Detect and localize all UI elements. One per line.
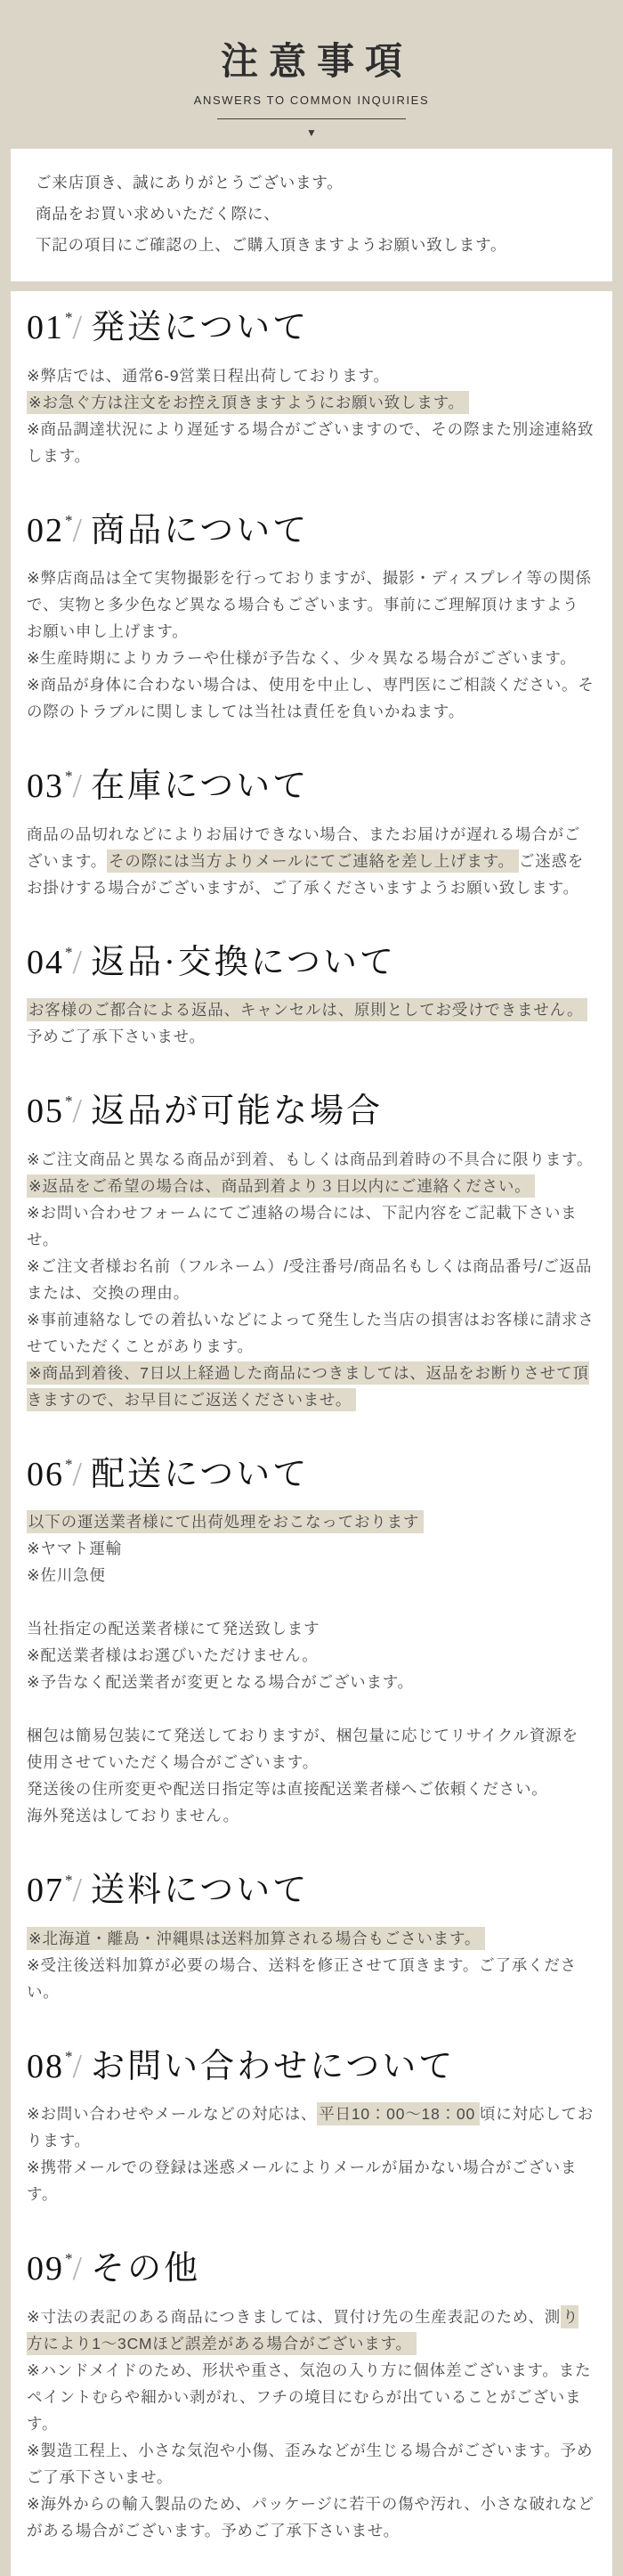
paragraph [27,2154,595,2207]
section-02 [27,510,595,726]
text-run: 商品の品切れなどによりお届けできない場合、またお届けが遅れる場合がございます。 [27,825,581,870]
paragraph [27,1253,595,1306]
text-run: ※弊店では、通常6-9営業日程出荷しております。 [27,366,390,385]
header-divider [217,118,406,119]
asterisk-mark: * [65,511,73,529]
section-08 [27,2046,595,2208]
section-title: 商品について [91,511,310,549]
paragraph [27,565,595,645]
paragraph [27,1306,595,1360]
section-03 [27,766,595,901]
section-heading [27,510,595,553]
paragraph [27,645,595,671]
slash-mark: / [72,511,83,549]
section-title: 配送について [91,1455,310,1493]
section-heading [27,2046,595,2089]
text-run: ※商品が身体に合わない場合は、使用を中止し、専門医にご相談ください。その際のトラブルに関しましては当社は責任を負いかねます。 [27,676,595,720]
section-heading [27,307,595,350]
section-04 [27,942,595,1051]
asterisk-mark: * [65,309,73,326]
text-run: 発送後の住所変更や配送日指定等は直接配送業者様へご依頼ください。 [27,1780,548,1798]
paragraph [27,1508,595,1535]
slash-mark: / [72,2047,83,2085]
paragraph [27,2304,595,2357]
section-heading [27,766,595,809]
paragraph [27,671,595,725]
section-heading [27,942,595,985]
paragraph [27,1669,595,1695]
text-run: ※お問い合わせやメールなどの対応は、 [27,2105,318,2123]
paragraph [27,1562,595,1589]
section-number: 01 [27,309,64,346]
section-number: 05 [27,1093,64,1130]
text-run: 梱包は簡易包装にて発送しておりますが、梱包量に応じてリサイクル資源を使用させていただく場合がございます。 [27,1727,578,1771]
paragraph [27,996,595,1023]
highlight-text: ※お急ぐ方は注文をお控え頂きますようにお願い致します。 [27,391,469,414]
section-title: 発送について [91,309,310,346]
paragraph [27,362,595,389]
page-subtitle: ANSWERS TO COMMON INQUIRIES [193,93,430,107]
section-heading [27,1870,595,1913]
paragraph [27,1642,595,1669]
text-run: ※受注後送料加算が必要の場合、送料を修正させて頂きます。ご了承ください。 [27,1955,577,2001]
paragraph [27,1173,595,1199]
section-title: 送料について [91,1872,310,1909]
highlight-text: ※返品をご希望の場合は、商品到着より３日以内にご連絡ください。 [27,1174,535,1198]
section-heading [27,1091,595,1134]
paragraph [27,1802,595,1829]
text-run: ※ハンドメイドのため、形状や重さ、気泡の入り方に個体差ございます。またペイントむらや細かい剥がれ、フチの境目にむらが出ていることがございます。 [27,2361,592,2433]
paragraph [27,821,595,901]
notes-panel [11,291,612,2576]
paragraph [27,1722,595,1776]
paragraph [27,1360,595,1413]
greeting-line: 下記の項目にご確認の上、ご購入頂きますようお願い致します。 [36,236,507,254]
text-run: 頃に対応しております。 [27,2105,595,2149]
text-run: 当社指定の配送業者様にて発送致します [27,1620,320,1637]
page-header [0,0,623,138]
text-run: ※ご注文商品と異なる商品が到着、もしくは商品到着時の不具合に限ります。 [27,1150,594,1168]
text-run: ※弊店商品は全て実物撮影を行っておりますが、撮影・ディスプレイ等の関係で、実物と多少色など異なる場合もございます。事前にご理解頂けますようお願い申し上げます。 [27,569,592,640]
highlight-text: 平日10：00～18：00 [317,2102,480,2125]
slash-mark: / [72,1872,83,1909]
slash-mark: / [72,943,83,981]
paragraph [27,1023,595,1050]
asterisk-mark: * [65,2047,73,2065]
text-run: ご迷惑をお掛けする場合がございますが、ご了承くださいますようお願い致します。 [27,851,585,897]
text-run: ※ヤマト運輸 [27,1540,122,1557]
highlight-text: ※商品到着後、7日以上経過した商品につきましては、返品をお断りさせて頂きますので、お早目にご返送くださいませ。 [27,1361,589,1411]
paragraph [27,2491,595,2544]
text-run: ※事前連絡なしでの着払いなどによって発生した当店の損害はお客様に請求させていただくことがあります。 [27,1310,595,1355]
paragraph [27,1199,595,1253]
section-number: 08 [27,2047,64,2085]
slash-mark: / [72,1093,83,1130]
highlight-text: り方により1～3CMほど誤差がある場合がございます。 [27,2305,578,2355]
paragraph [27,2437,595,2491]
section-number: 02 [27,511,64,549]
text-run: ※佐川急便 [27,1566,106,1584]
highlight-text: ※北海道・離島・沖縄県は送料加算される場合もごさいます。 [27,1927,485,1950]
asterisk-mark: * [65,1455,73,1473]
paragraph [27,1615,595,1642]
highlight-text: お客様のご都合による返品、キャンセルは、原則としてお受けできません。 [27,998,587,1021]
text-run: 海外発送はしておりません。 [27,1807,239,1824]
paragraph [27,416,595,469]
paragraph [27,1952,595,2005]
section-title: 返品が可能な場合 [91,1093,384,1130]
text-run: ※生産時期によりカラーや仕様が予告なく、少々異なる場合がございます。 [27,649,577,667]
section-heading [27,1454,595,1497]
section-number: 09 [27,2250,64,2288]
paragraph [27,1535,595,1562]
text-run: ※製造工程上、小さな気泡や小傷、歪みなどが生じる場合がございます。予めご了承下さいませ。 [27,2441,594,2486]
asterisk-mark: * [65,2250,73,2267]
greeting-line: 商品をお買い求めいただく際に、 [36,205,280,223]
text-run: ※予告なく配送業者が変更となる場合がございます。 [27,1673,414,1691]
section-title: 返品·交換について [91,943,396,981]
section-09 [27,2248,595,2544]
asterisk-mark: * [65,768,73,784]
paragraph [27,1146,595,1173]
slash-mark: / [72,1455,83,1493]
text-run: ※海外からの輸入製品のため、パッケージに若干の傷や汚れ、小さな破れなどがある場合がございます。予めご了承下さいませ。 [27,2494,595,2539]
section-01 [27,307,595,469]
paragraph [27,2101,595,2154]
section-number: 06 [27,1455,64,1493]
down-triangle-icon: ▼ [306,126,317,139]
slash-mark: / [72,309,83,346]
text-run: 予めご了承下さいませ。 [27,1028,206,1045]
paragraph [27,2357,595,2437]
paragraph-spacer [27,1695,595,1722]
text-run: ※配送業者様はお選びいただけません。 [27,1646,319,1664]
paragraph-spacer [27,1589,595,1615]
text-run: ※商品調達状況により遅延する場合がございますので、その際また別途連絡致します。 [27,419,595,465]
paragraph [27,389,595,416]
text-run: ※お問い合わせフォームにてご連絡の場合には、下記内容をご記載下さいませ。 [27,1203,578,1248]
text-run: ※寸法の表記のある商品につきましては、買付け先の生産表記のため、測 [27,2307,562,2326]
highlight-text: 以下の運送業者様にて出荷処理をおこなっております [27,1510,424,1533]
text-run: ※携帯メールでの登録は迷惑メールによりメールが届かない場合がございます。 [27,2158,578,2203]
section-heading [27,2248,595,2291]
paragraph [27,1925,595,1952]
section-title: お問い合わせについて [91,2047,456,2085]
paragraph [27,1776,595,1802]
slash-mark: / [72,2250,83,2288]
section-number: 07 [27,1872,64,1909]
text-run: ※ご注文者様お名前（フルネーム）/受注番号/商品名もしくは商品番号/ご返品または、交換の理由。 [27,1256,593,1302]
asterisk-mark: * [65,1872,73,1889]
greeting-line: ご来店頂き、誠にありがとうございます。 [36,174,344,191]
section-number: 03 [27,768,64,805]
page-title: 注意事項 [220,40,413,82]
section-06 [27,1454,595,1830]
section-title: その他 [91,2250,201,2288]
section-07 [27,1870,595,2005]
section-number: 04 [27,943,64,981]
greeting-panel [11,149,612,281]
highlight-text: その際には当方よりメールにてご連絡を差し上げます。 [107,849,519,873]
section-title: 在庫について [91,768,310,805]
section-05 [27,1091,595,1413]
asterisk-mark: * [65,943,73,961]
slash-mark: / [72,768,83,805]
asterisk-mark: * [65,1093,73,1109]
